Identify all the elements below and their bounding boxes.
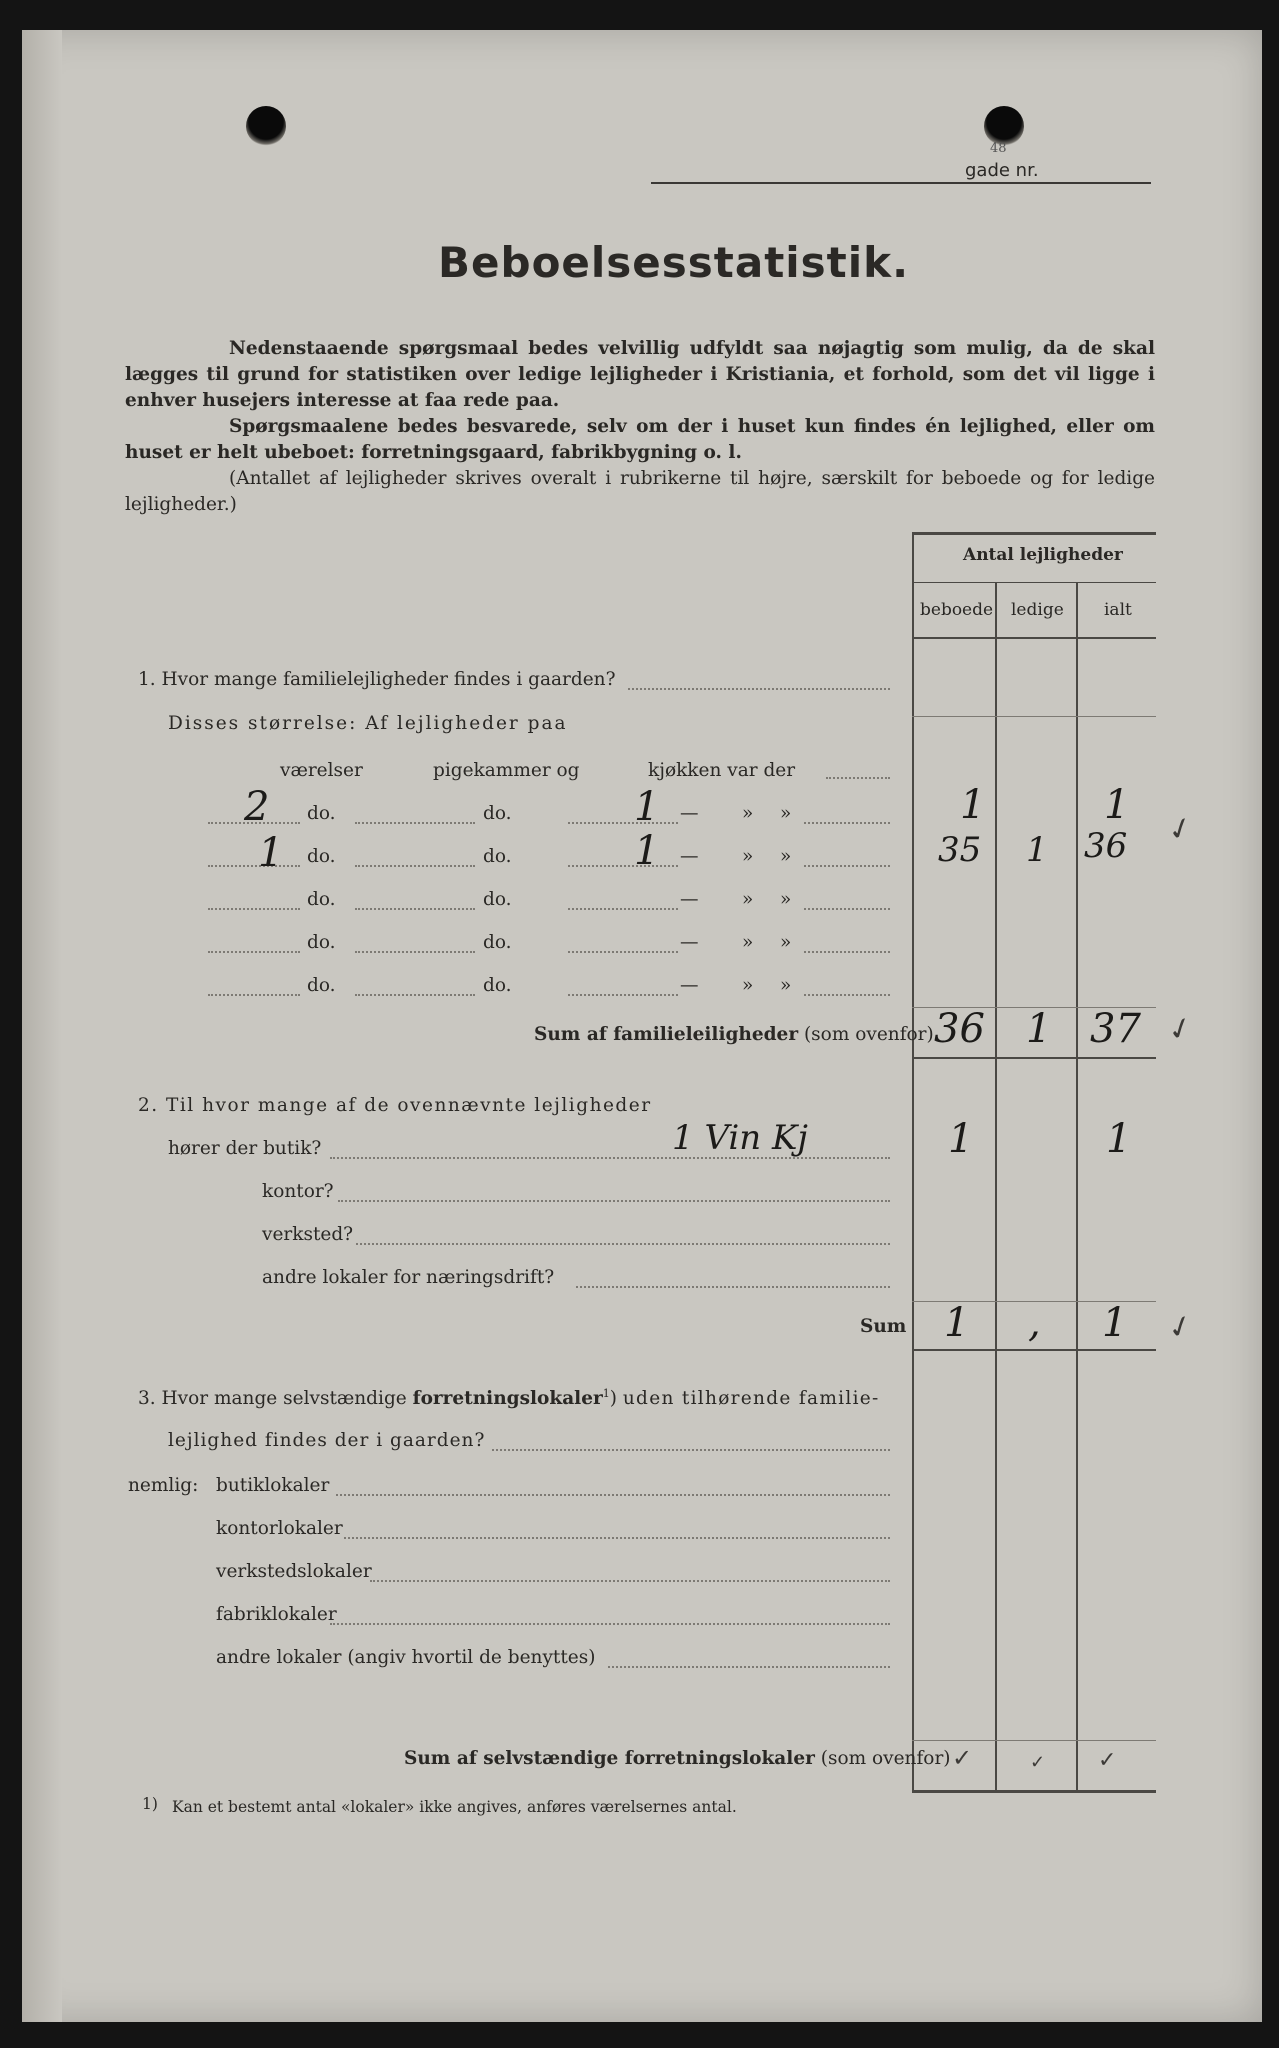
q3-sum-line xyxy=(404,1748,951,1769)
ditto-mark: » xyxy=(742,932,754,953)
check-mark: ✓ xyxy=(1163,1306,1198,1349)
do-label: do. xyxy=(483,889,512,910)
dash: — xyxy=(680,975,699,996)
q3-sum-label: Sum af selvstændige forretningslokaler xyxy=(404,1748,815,1769)
q1-sum-beboede: 36 xyxy=(934,1006,985,1052)
ditto-mark: » xyxy=(742,803,754,824)
leader-dots xyxy=(804,822,890,824)
check-mark: ✓ xyxy=(1163,1008,1198,1051)
intro-paragraph-1: Nedenstaaende spørgsmaal bedes velvillig udfyldt saa nøjagtig som mulig, da de skal lægges til grund for statistiken over ledige lejligheder i Kristiania, et forhold, som det vil ligge i enhver husejers interesse at faa rede paa. xyxy=(125,338,1155,411)
check-mark: ✓ xyxy=(952,1744,973,1772)
col-header-beboede: beboede xyxy=(920,600,994,620)
ditto-mark: » xyxy=(780,846,792,867)
q2-andre-label: andre lokaler for næringsdrift? xyxy=(262,1267,555,1288)
do-label: do. xyxy=(483,975,512,996)
leader-dots xyxy=(628,688,890,690)
do-label: do. xyxy=(307,975,336,996)
blank-line xyxy=(355,994,475,996)
col-label-pigekammer: pigekammer og xyxy=(433,760,580,781)
q1-sum-label: Sum af familieleiligheder xyxy=(534,1024,799,1045)
footnote-text: Kan et bestemt antal «lokaler» ikke angives, anføres værelsernes antal. xyxy=(172,1798,737,1816)
row2-beboede: 35 xyxy=(938,830,982,870)
table-group-header: Antal lejligheder xyxy=(963,545,1123,565)
q3-item-butik: butiklokaler xyxy=(216,1475,330,1496)
row1-ialt: 1 xyxy=(1104,782,1130,828)
row-rule xyxy=(912,1740,1156,1741)
intro-paragraph-3: (Antallet af lejligheder skrives overalt i rubrikerne til højre, særskilt for beboede og for ledige lejligheder.) xyxy=(125,468,1155,515)
do-label: do. xyxy=(307,803,336,824)
blank-line xyxy=(355,865,475,867)
blank-line xyxy=(568,908,678,910)
dash: — xyxy=(680,889,699,910)
col-header-ialt: ialt xyxy=(1104,600,1132,620)
q2-verksted-label: verksted? xyxy=(262,1224,354,1245)
ditto-mark: » xyxy=(742,975,754,996)
q3-item-kontor: kontorlokaler xyxy=(216,1518,343,1539)
col-header-ledige: ledige xyxy=(1011,600,1064,620)
leader-dots xyxy=(356,1243,890,1245)
footnote-mark: 1) xyxy=(142,1795,158,1813)
row2-ialt: 36 xyxy=(1084,826,1128,866)
blank-line xyxy=(355,822,475,824)
q1-sum-ledige: 1 xyxy=(1026,1006,1052,1052)
do-label: do. xyxy=(483,803,512,824)
question-2: 2. Til hvor mange af de ovennævnte lejligheder xyxy=(138,1095,652,1116)
leader-dots xyxy=(608,1666,890,1668)
leader-dots xyxy=(344,1537,890,1539)
do-label: do. xyxy=(483,846,512,867)
punch-hole-right xyxy=(984,106,1024,146)
blank-line xyxy=(355,908,475,910)
q1-sum-line xyxy=(534,1024,934,1045)
leader-dots xyxy=(804,908,890,910)
address-line xyxy=(651,182,1151,184)
ditto-mark: » xyxy=(780,932,792,953)
question-1: 1. Hvor mange familielejligheder findes i gaarden? xyxy=(138,669,616,690)
ditto-mark: » xyxy=(780,889,792,910)
size-label: Disses størrelse: Af lejligheder paa xyxy=(168,713,568,734)
do-label: do. xyxy=(307,889,336,910)
table-col-rule-1 xyxy=(995,582,997,1790)
q1-sum-ialt: 37 xyxy=(1090,1006,1141,1052)
leader-dots xyxy=(576,1286,890,1288)
table-top-rule xyxy=(912,532,1156,535)
intro-paragraph-2: Spørgsmaalene bedes besvarede, selv om der i huset kun findes én lejlighed, eller om huset er helt ubeboet: forretningsgaard, fabrikbygning o. l. xyxy=(125,416,1155,463)
dash: — xyxy=(680,932,699,953)
question-3: 3. Hvor mange selvstændige forretningslokaler$^1$) uden tilhørende familie- xyxy=(138,1387,880,1410)
col-label-kjokken: kjøkken var der xyxy=(648,760,796,781)
ditto-mark: » xyxy=(780,803,792,824)
q2-butik-beboede: 1 xyxy=(948,1116,974,1162)
col-label-vaerelser: værelser xyxy=(280,760,363,781)
table-head-rule xyxy=(912,637,1156,639)
dash: — xyxy=(680,803,699,824)
ditto-mark: » xyxy=(780,975,792,996)
punch-hole-left xyxy=(246,106,286,146)
q2-sum-label: Sum xyxy=(860,1316,907,1337)
q1-sum-suffix: (som ovenfor) xyxy=(803,1024,934,1045)
blank-line xyxy=(568,865,678,867)
handwritten-vaerelser: 1 xyxy=(258,830,284,876)
blank-line xyxy=(208,994,300,996)
leader-dots xyxy=(336,1494,890,1496)
q3-item-andre: andre lokaler (angiv hvortil de benyttes) xyxy=(216,1647,596,1668)
leader-dots xyxy=(338,1200,890,1202)
leader-dots xyxy=(370,1580,890,1582)
leader-dots xyxy=(330,1623,890,1625)
blank-line xyxy=(208,951,300,953)
q2-kontor-label: kontor? xyxy=(262,1181,334,1202)
table-col-rule-2 xyxy=(1076,582,1078,1790)
row2-ledige: 1 xyxy=(1026,830,1048,870)
leader-dots xyxy=(804,994,890,996)
hole-mark: 48 xyxy=(990,141,1007,156)
blank-line xyxy=(568,994,678,996)
q2-sum-ledige: , xyxy=(1028,1300,1041,1346)
handwritten-vaerelser: 2 xyxy=(244,784,270,830)
q2-butik-ialt: 1 xyxy=(1106,1116,1132,1162)
leader-dots xyxy=(804,865,890,867)
page-title: Beboelsesstatistik. xyxy=(438,238,910,287)
q1-sum-rule xyxy=(912,1057,1156,1059)
table-bottom-rule xyxy=(912,1790,1156,1793)
q3-nemlig: nemlig: xyxy=(128,1475,199,1496)
blank-line xyxy=(568,822,678,824)
q2-butik-label: hører der butik? xyxy=(168,1138,322,1159)
q3-part-c: uden tilhørende familie- xyxy=(622,1388,880,1410)
table-left-rule xyxy=(912,532,914,1790)
handwritten-butik-note: 1 Vin Kj xyxy=(672,1118,808,1158)
q2-sum-rule xyxy=(912,1349,1156,1351)
leader-dots xyxy=(492,1449,890,1451)
leader-dots xyxy=(826,777,890,779)
dash: — xyxy=(680,846,699,867)
check-mark: ✓ xyxy=(1030,1752,1046,1773)
check-mark: ✓ xyxy=(1098,1748,1117,1773)
q3-part-b: forretningslokaler xyxy=(412,1388,603,1410)
row-rule xyxy=(912,716,1156,717)
q3-item-verksted: verkstedslokaler xyxy=(216,1561,372,1582)
do-label: do. xyxy=(307,932,336,953)
blank-line xyxy=(568,951,678,953)
ditto-mark: » xyxy=(742,846,754,867)
q3-line2: lejlighed findes der i gaarden? xyxy=(168,1430,486,1451)
q3-part-a: 3. Hvor mange selvstændige xyxy=(138,1388,407,1410)
handwritten-kjokken: 1 xyxy=(634,784,660,830)
ditto-mark: » xyxy=(742,889,754,910)
check-mark: ✓ xyxy=(1163,808,1198,851)
row1-beboede: 1 xyxy=(960,782,986,828)
q3-item-fabrik: fabriklokaler xyxy=(216,1604,337,1625)
paper-edge xyxy=(22,30,62,2022)
gade-label: gade nr. xyxy=(965,160,1039,181)
handwritten-kjokken: 1 xyxy=(634,828,660,874)
blank-line xyxy=(355,951,475,953)
leader-dots xyxy=(804,951,890,953)
blank-line xyxy=(208,908,300,910)
do-label: do. xyxy=(483,932,512,953)
q3-sum-suffix: (som ovenfor) xyxy=(820,1748,951,1769)
q2-sum-beboede: 1 xyxy=(944,1300,970,1346)
table-group-rule xyxy=(912,582,1156,583)
blank-line xyxy=(208,865,300,867)
q2-sum-ialt: 1 xyxy=(1102,1300,1128,1346)
do-label: do. xyxy=(307,846,336,867)
